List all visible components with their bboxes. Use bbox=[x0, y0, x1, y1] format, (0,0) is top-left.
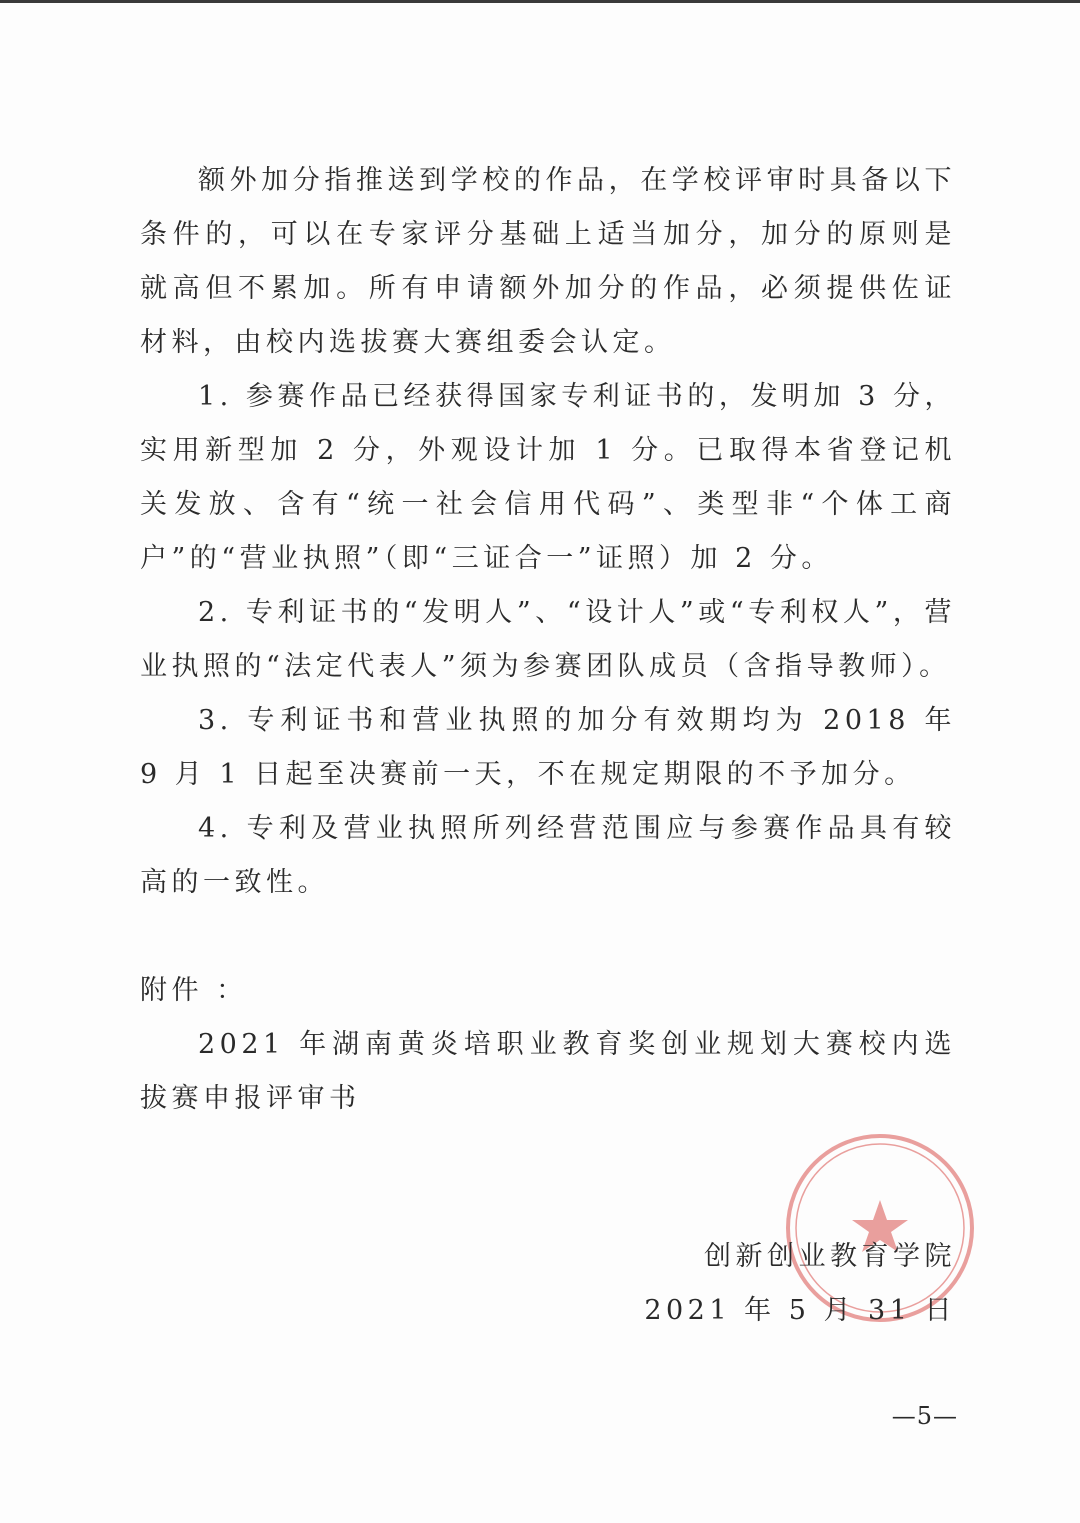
paragraph-intro: 额外加分指推送到学校的作品，在学校评审时具备以下条件的，可以在专家评分基础上适当加分，加分的原则是就高但不累加。所有申请额外加分的作品，必须提供佐证材料，由校内选拔赛大赛组委会认定。 bbox=[140, 165, 956, 358]
attachment-item: 2021 年湖南黄炎培职业教育奖创业规划大赛校内选拔赛申报评审书 bbox=[140, 1029, 956, 1114]
signature-block bbox=[644, 1230, 956, 1338]
paragraph-item-2: 2. 专利证书的“发明人”、“设计人”或“专利权人”，营业执照的“法定代表人”须为参赛团队成员（含指导教师）。 bbox=[140, 597, 956, 682]
paragraph-item-1: 1. 参赛作品已经获得国家专利证书的，发明加 3 分，实用新型加 2 分，外观设计加 1 分。已取得本省登记机关发放、含有“统一社会信用代码”、类型非“个体工商户”的“营业执照”（即“三证合一”证照）加 2 分。 bbox=[140, 381, 956, 574]
attachment-label: 附件 ： bbox=[140, 975, 248, 1006]
signature-organization: 创新创业教育学院 bbox=[704, 1241, 956, 1272]
page-number: —5— bbox=[891, 1402, 958, 1430]
paragraph-item-4: 4. 专利及营业执照所列经营范围应与参赛作品具有较高的一致性。 bbox=[140, 813, 956, 898]
signature-date: 2021 年 5 月 31 日 bbox=[644, 1295, 956, 1326]
paragraph-item-3: 3. 专利证书和营业执照的加分有效期均为 2018 年 9 月 1 日起至决赛前一天，不在规定期限的不予加分。 bbox=[140, 705, 956, 790]
document-body bbox=[140, 154, 956, 1126]
page-top-edge bbox=[0, 0, 1080, 3]
